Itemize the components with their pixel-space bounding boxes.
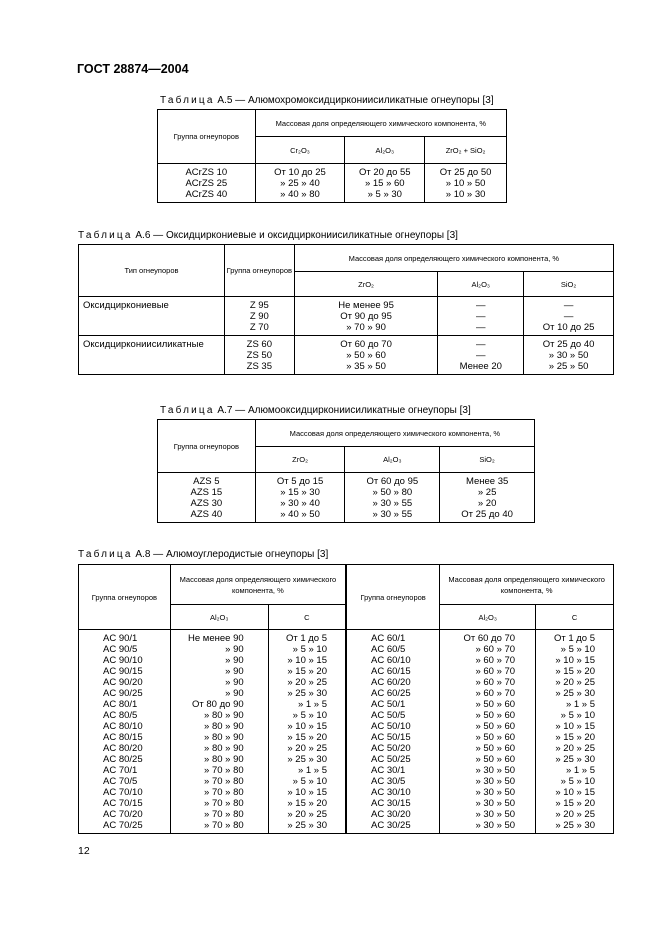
value-line: AC 80/25 [103, 754, 143, 765]
group-cell: ZS 60 ZS 50 ZS 35 [224, 336, 294, 375]
sio2-cell: — — От 10 до 25 [524, 297, 614, 336]
value-line: AC 90/1 [103, 633, 138, 644]
value-line: AC 70/20 [103, 809, 143, 820]
zro2-cell: От 60 до 70 » 50 » 60 » 35 » 50 [294, 336, 438, 375]
value-line: » 60 » 70 [475, 677, 516, 688]
value-line: » 90 [225, 644, 244, 655]
value-line: » 25 » 30 [555, 754, 595, 765]
value-line: » 70 » 80 [204, 776, 244, 787]
value-line: » 25 » 30 [287, 688, 327, 699]
value-line: » 20 » 25 [555, 677, 595, 688]
value-line: » 5 » 10 [560, 644, 595, 655]
value-line: От 1 до 5 [553, 633, 595, 644]
value-line: » 20 » 25 [555, 743, 595, 754]
value-line: » 10 » 15 [555, 655, 595, 666]
type-cell: Оксидциркониевые [79, 297, 225, 336]
value-line: AC 90/15 [103, 666, 143, 677]
header-mass-fraction: Массовая доля определяющего химического компонента, % [294, 245, 613, 272]
group-cell-left [79, 630, 171, 834]
value-line: » 5 » 10 [292, 644, 327, 655]
value-line: AC 60/25 [371, 688, 411, 699]
value-line: AC 60/1 [371, 633, 406, 644]
caption-prefix: Таблица [78, 230, 133, 241]
value-line: » 15 » 20 [287, 732, 327, 743]
value-line: » 15 » 20 [287, 798, 327, 809]
header-mass-fraction-right: Массовая доля определяющего химического компонента, % [440, 565, 614, 605]
value-line: AC 50/1 [371, 699, 406, 710]
table-row [79, 336, 614, 375]
value-line: » 25 » 30 [555, 688, 595, 699]
value-line: » 10 » 15 [555, 787, 595, 798]
value-line: AC 90/10 [103, 655, 143, 666]
value-line: » 1 » 5 [297, 765, 327, 776]
value-line: » 70 » 80 [204, 787, 244, 798]
al2o3-cell: От 60 до 95 » 50 » 80 » 30 » 55 » 30 » 55 [345, 473, 440, 523]
value-line: AC 50/10 [371, 721, 411, 732]
header-group: Группа огнеупоров [158, 110, 256, 164]
value-line: » 20 » 25 [287, 743, 327, 754]
value-line: AC 30/20 [371, 809, 411, 820]
value-line: » 30 » 50 [475, 820, 516, 831]
value-line: AC 90/5 [103, 644, 138, 655]
value-line: » 10 » 15 [555, 721, 595, 732]
caption-prefix: Таблица [160, 95, 215, 106]
zro2-sio2-cell: От 25 до 50 » 10 » 50 » 10 » 30 [425, 164, 507, 203]
value-line: » 5 » 10 [292, 710, 327, 721]
value-line: » 20 » 25 [287, 677, 327, 688]
table-a7 [157, 419, 535, 523]
group-cell-right [346, 630, 440, 834]
header-mass-fraction: Массовая доля определяющего химического компонента, % [255, 110, 506, 137]
value-line: От 80 до 90 [192, 699, 244, 710]
table-a5 [157, 109, 507, 203]
value-line: » 5 » 10 [560, 710, 595, 721]
value-line: » 50 » 60 [475, 743, 516, 754]
value-line: AC 50/25 [371, 754, 411, 765]
caption-text: А.5 — Алюмохромоксидциркониисиликатные огнеупоры [3] [214, 95, 494, 106]
al2o3-cell: — — Менее 20 [438, 336, 524, 375]
zro2-cell: Не менее 95 От 90 до 95 » 70 » 90 [294, 297, 438, 336]
value-line: » 25 » 30 [287, 754, 327, 765]
value-line: » 20 » 25 [287, 809, 327, 820]
value-line: AC 30/15 [371, 798, 411, 809]
value-line: » 50 » 60 [475, 732, 516, 743]
value-line: » 50 » 60 [475, 721, 516, 732]
sio2-cell: Менее 35 » 25 » 20 От 25 до 40 [440, 473, 535, 523]
caption-text: А.6 — Оксидциркониевые и оксидциркониисиликатные огнеупоры [3] [132, 230, 458, 241]
value-line: AC 30/1 [371, 765, 406, 776]
value-line: » 30 » 50 [475, 787, 516, 798]
document-header: ГОСТ 28874—2004 [77, 62, 189, 76]
value-line: » 80 » 90 [204, 754, 244, 765]
group-cell: Z 95 Z 90 Z 70 [224, 297, 294, 336]
value-line: AC 30/10 [371, 787, 411, 798]
al2o3-cell-left [170, 630, 268, 834]
value-line: AC 80/10 [103, 721, 143, 732]
value-line: AC 50/15 [371, 732, 411, 743]
value-line: » 15 » 20 [555, 732, 595, 743]
value-line: » 5 » 10 [292, 776, 327, 787]
value-line: AC 70/5 [103, 776, 138, 787]
subheader-c-left: C [268, 605, 346, 630]
subheader-c-right: C [536, 605, 614, 630]
caption-text: А.7 — Алюмооксидциркониисиликатные огнеупоры [3] [214, 405, 471, 416]
value-line: AC 60/15 [371, 666, 411, 677]
subheader-al2o3: Al₂O₃ [438, 272, 524, 297]
value-line: » 20 » 25 [555, 809, 595, 820]
value-line: AC 70/25 [103, 820, 143, 831]
c-cell-right [536, 630, 614, 834]
value-line: AC 90/20 [103, 677, 143, 688]
value-line: » 25 » 30 [555, 820, 595, 831]
table-a6 [78, 244, 614, 375]
value-line: » 80 » 90 [204, 721, 244, 732]
header-group: Группа огнеупоров [224, 245, 294, 297]
value-line: » 1 » 5 [297, 699, 327, 710]
value-line: » 1 » 5 [565, 765, 595, 776]
header-group: Группа огнеупоров [158, 420, 256, 473]
value-line: » 70 » 80 [204, 798, 244, 809]
value-line: » 70 » 80 [204, 820, 244, 831]
table-a7-caption [160, 405, 471, 416]
caption-prefix: Таблица [78, 549, 133, 560]
value-line: » 10 » 15 [287, 655, 327, 666]
value-line: » 60 » 70 [475, 644, 516, 655]
value-line: » 30 » 50 [475, 798, 516, 809]
value-line: » 90 [225, 688, 244, 699]
value-line: От 1 до 5 [285, 633, 327, 644]
subheader-sio2: SiO₂ [524, 272, 614, 297]
value-line: AC 30/25 [371, 820, 411, 831]
value-line: » 90 [225, 666, 244, 677]
value-line: » 10 » 15 [287, 787, 327, 798]
page-number: 12 [78, 845, 90, 857]
value-line: » 15 » 20 [555, 666, 595, 677]
subheader-zro2-sio2: ZrO₂ + SiO₂ [425, 137, 507, 164]
value-line: » 15 » 20 [555, 798, 595, 809]
value-line: » 90 [225, 677, 244, 688]
table-row [79, 297, 614, 336]
value-line: AC 80/1 [103, 699, 138, 710]
value-line: AC 70/10 [103, 787, 143, 798]
value-line: AC 60/5 [371, 644, 406, 655]
value-line: » 30 » 50 [475, 809, 516, 820]
value-line: » 80 » 90 [204, 743, 244, 754]
caption-prefix: Таблица [160, 405, 215, 416]
subheader-al2o3: Al₂O₃ [345, 447, 440, 473]
value-line: » 10 » 15 [287, 721, 327, 732]
value-line: » 70 » 80 [204, 809, 244, 820]
c-cell-left [268, 630, 346, 834]
header-group-left: Группа огнеупоров [79, 565, 171, 630]
sio2-cell: От 25 до 40 » 30 » 50 » 25 » 50 [524, 336, 614, 375]
value-line: » 30 » 50 [475, 765, 516, 776]
value-line: AC 60/10 [371, 655, 411, 666]
subheader-zro2: ZrO₂ [255, 447, 345, 473]
header-mass-fraction: Массовая доля определяющего химического компонента, % [255, 420, 534, 447]
subheader-cr2o3: Cr₂O₃ [255, 137, 345, 164]
al2o3-cell: — — — [438, 297, 524, 336]
al2o3-cell: От 20 до 55 » 15 » 60 » 5 » 30 [345, 164, 425, 203]
value-line: » 15 » 20 [287, 666, 327, 677]
table-a5-caption [160, 95, 494, 106]
value-line: » 70 » 80 [204, 765, 244, 776]
type-cell: Оксидциркониисиликатные [79, 336, 225, 375]
value-line: » 80 » 90 [204, 732, 244, 743]
value-line: AC 60/20 [371, 677, 411, 688]
value-line: AC 50/5 [371, 710, 406, 721]
value-line: » 90 [225, 655, 244, 666]
zro2-cell: От 5 до 15 » 15 » 30 » 30 » 40 » 40 » 50 [255, 473, 345, 523]
subheader-al2o3: Al₂O₃ [345, 137, 425, 164]
group-cell: AZS 5 AZS 15 AZS 30 AZS 40 [158, 473, 256, 523]
value-line: AC 80/5 [103, 710, 138, 721]
value-line: Не менее 90 [188, 633, 244, 644]
value-line: » 50 » 60 [475, 754, 516, 765]
value-line: AC 80/15 [103, 732, 143, 743]
value-line: » 30 » 50 [475, 776, 516, 787]
subheader-sio2: SiO₂ [440, 447, 535, 473]
caption-text: А.8 — Алюмоуглеродистые огнеупоры [3] [132, 549, 329, 560]
header-mass-fraction-left: Массовая доля определяющего химического компонента, % [170, 565, 346, 605]
value-line: » 50 » 60 [475, 710, 516, 721]
subheader-al2o3-left: Al₂O₃ [170, 605, 268, 630]
cr2o3-cell: От 10 до 25 » 25 » 40 » 40 » 80 [255, 164, 345, 203]
value-line: » 60 » 70 [475, 688, 516, 699]
group-cell: ACrZS 10 ACrZS 25 ACrZS 40 [158, 164, 256, 203]
value-line: AC 30/5 [371, 776, 406, 787]
al2o3-cell-right [440, 630, 536, 834]
value-line: AC 90/25 [103, 688, 143, 699]
value-line: AC 80/20 [103, 743, 143, 754]
value-line: » 50 » 60 [475, 699, 516, 710]
value-line: » 5 » 10 [560, 776, 595, 787]
value-line: » 60 » 70 [475, 655, 516, 666]
value-line: » 80 » 90 [204, 710, 244, 721]
table-a8 [78, 564, 614, 834]
value-line: » 25 » 30 [287, 820, 327, 831]
value-line: » 1 » 5 [565, 699, 595, 710]
header-group-right: Группа огнеупоров [346, 565, 440, 630]
subheader-al2o3-right: Al₂O₃ [440, 605, 536, 630]
value-line: » 60 » 70 [475, 666, 516, 677]
table-a8-caption [78, 549, 328, 560]
header-type: Тип огнеупоров [79, 245, 225, 297]
subheader-zro2: ZrO₂ [294, 272, 438, 297]
value-line: От 60 до 70 [463, 633, 516, 644]
value-line: AC 70/15 [103, 798, 143, 809]
value-line: AC 50/20 [371, 743, 411, 754]
table-a6-caption [78, 230, 458, 241]
value-line: AC 70/1 [103, 765, 138, 776]
